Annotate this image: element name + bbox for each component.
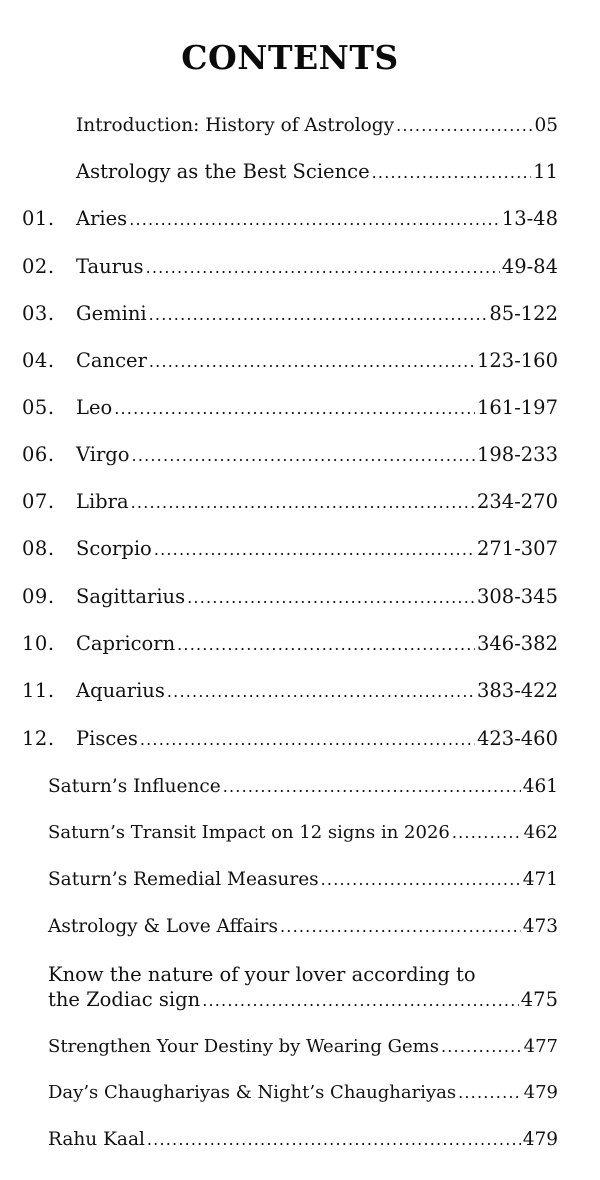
- toc-entry-virgo: [22, 443, 558, 468]
- entry-label: Capricorn: [76, 632, 176, 655]
- toc-entry-taurus: [22, 255, 558, 280]
- entry-number: 05.: [22, 396, 55, 419]
- entry-page: 479: [523, 1082, 558, 1103]
- entry-label: Aquarius: [76, 679, 165, 702]
- leader-dots: [280, 915, 521, 939]
- toc-entry-saturn-influence: [48, 775, 558, 799]
- entry-page: 11: [533, 160, 558, 183]
- leader-dots: [452, 821, 522, 845]
- leader-dots: [149, 350, 475, 374]
- entry-label: Astrology & Love Affairs: [48, 916, 279, 937]
- toc-entry-chaughariyas: [48, 1081, 558, 1105]
- entry-number: 03.: [22, 302, 55, 325]
- entry-number: 04.: [22, 349, 55, 372]
- leader-dots: [167, 680, 475, 704]
- entry-page: 05: [534, 115, 558, 136]
- toc-entry-saturn-remedial: [48, 868, 558, 892]
- toc-entry-leo: [22, 396, 558, 421]
- leader-dots: [146, 256, 500, 280]
- entry-label: Sagittarius: [76, 585, 186, 608]
- entry-number: 10.: [22, 632, 55, 655]
- entry-page: 308-345: [476, 585, 558, 608]
- entry-page: 473: [522, 916, 558, 937]
- entry-page: 198-233: [476, 443, 558, 466]
- entry-label: Introduction: History of Astrology: [76, 115, 395, 136]
- toc-entry-aries: [22, 207, 558, 232]
- entry-page: 383-422: [476, 679, 558, 702]
- entry-page: 85-122: [489, 302, 558, 325]
- entry-page: 471: [522, 869, 558, 890]
- entry-label: Aries: [76, 207, 128, 230]
- entry-label: Saturn’s Transit Impact on 12 signs in 2026: [48, 822, 450, 843]
- entry-label: Leo: [76, 396, 113, 419]
- toc-entry-rahu-kaal: [48, 1128, 558, 1152]
- entry-label-line1: Know the nature of your lover according to: [48, 963, 476, 986]
- entry-page: 234-270: [476, 490, 558, 513]
- entry-page: 49-84: [501, 255, 558, 278]
- entry-page: 123-160: [476, 349, 558, 372]
- leader-dots: [441, 1035, 522, 1059]
- toc-entry-pisces: [22, 727, 558, 752]
- leader-dots: [372, 161, 532, 185]
- entry-label: Saturn’s Influence: [48, 776, 221, 797]
- leader-dots: [149, 303, 488, 327]
- entry-page: 271-307: [476, 537, 558, 560]
- entry-page: 161-197: [476, 396, 558, 419]
- leader-dots: [396, 114, 532, 138]
- entry-line2: [48, 988, 558, 1013]
- entry-number: 08.: [22, 537, 55, 560]
- leader-dots: [321, 868, 521, 892]
- leader-dots: [223, 775, 521, 799]
- toc-entry-best-science: [76, 160, 558, 185]
- toc-entry-aquarius: [22, 679, 558, 704]
- leader-dots: [177, 633, 475, 657]
- toc-entry-cancer: [22, 349, 558, 374]
- entry-number: 11.: [22, 679, 55, 702]
- toc-entry-capricorn: [22, 632, 558, 657]
- entry-label: Cancer: [76, 349, 147, 372]
- entry-label: Strengthen Your Destiny by Wearing Gems: [48, 1036, 439, 1057]
- entry-page: 479: [522, 1129, 558, 1150]
- entry-label: Scorpio: [76, 537, 152, 560]
- entry-page: 475: [520, 988, 558, 1011]
- entry-page: 461: [522, 776, 558, 797]
- page-title: CONTENTS: [181, 38, 399, 77]
- toc-entry-sagittarius: [22, 585, 558, 610]
- leader-dots: [202, 989, 519, 1013]
- leader-dots: [129, 208, 500, 232]
- toc-entry-lover-nature: [48, 962, 558, 1013]
- entry-page: 13-48: [501, 207, 558, 230]
- leader-dots: [132, 444, 475, 468]
- entry-number: 09.: [22, 585, 55, 608]
- toc-entry-scorpio: [22, 537, 558, 562]
- leader-dots: [458, 1081, 522, 1105]
- leader-dots: [114, 397, 475, 421]
- entry-label: the Zodiac sign: [48, 988, 201, 1011]
- entry-page: 462: [523, 822, 558, 843]
- toc-entry-introduction: [76, 114, 558, 138]
- entry-page: 423-460: [476, 727, 558, 750]
- entry-label: Pisces: [76, 727, 138, 750]
- toc-entry-saturn-transit: [48, 821, 558, 845]
- entry-label: Virgo: [76, 443, 130, 466]
- leader-dots: [147, 1128, 521, 1152]
- toc-entry-love-affairs: [48, 915, 558, 939]
- entry-number: 01.: [22, 207, 55, 230]
- entry-label: Gemini: [76, 302, 147, 325]
- leader-dots: [140, 728, 475, 752]
- toc-entry-gems: [48, 1035, 558, 1059]
- toc-entry-libra: [22, 490, 558, 515]
- leader-dots: [154, 538, 475, 562]
- entry-number: 02.: [22, 255, 55, 278]
- entry-label: Astrology as the Best Science: [76, 160, 370, 183]
- entry-label: Saturn’s Remedial Measures: [48, 869, 319, 890]
- entry-page: 477: [523, 1036, 558, 1057]
- entry-label: Taurus: [76, 255, 144, 278]
- toc-entry-gemini: [22, 302, 558, 327]
- entry-label: Rahu Kaal: [48, 1129, 145, 1150]
- leader-dots: [131, 491, 475, 515]
- entry-number: 12.: [22, 727, 55, 750]
- entry-page: 346-382: [476, 632, 558, 655]
- leader-dots: [187, 586, 475, 610]
- entry-label: Libra: [76, 490, 129, 513]
- entry-label: Day’s Chaughariyas & Night’s Chaughariyas: [48, 1082, 457, 1103]
- entry-number: 06.: [22, 443, 55, 466]
- entry-number: 07.: [22, 490, 55, 513]
